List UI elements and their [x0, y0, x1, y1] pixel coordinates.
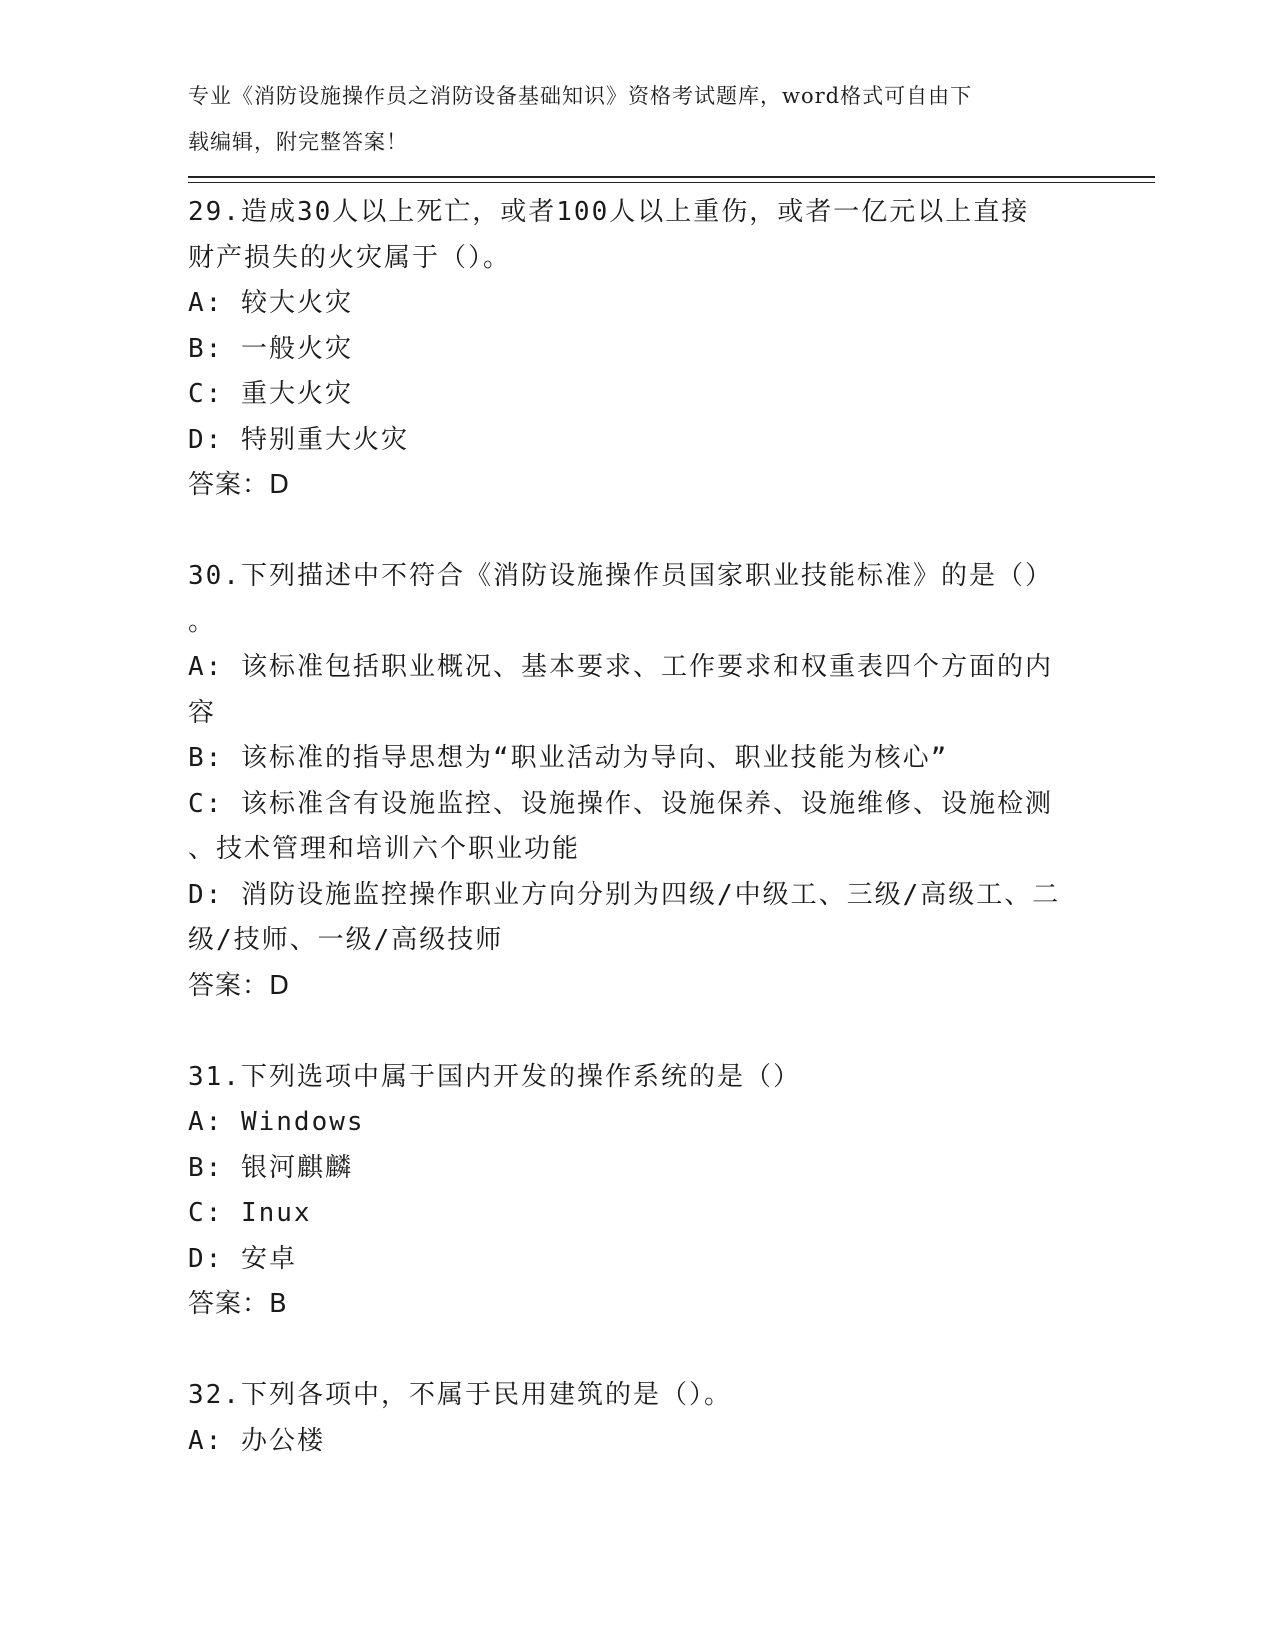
header-line: 载编辑，附完整答案！: [188, 129, 408, 154]
option-a: A: Windows: [188, 1107, 365, 1137]
header-divider-thin: [188, 182, 1155, 183]
option-d: D: 安卓: [188, 1243, 297, 1274]
answer: 答案：B: [188, 1289, 288, 1319]
question-stem: 财产损失的火灾属于（）。: [188, 242, 512, 273]
question-stem: 31.下列选项中属于国内开发的操作系统的是（）: [188, 1061, 801, 1092]
option-d-cont: 级/技师、一级/高级技师: [188, 925, 504, 955]
document-header: [188, 74, 1068, 165]
option-d: D: 特别重大火灾: [188, 424, 409, 455]
spacer: [188, 1328, 1088, 1374]
answer: 答案：D: [188, 970, 291, 1001]
question-stem: 32.下列各项中，不属于民用建筑的是（）。: [188, 1380, 732, 1410]
question-stem: 。: [188, 606, 217, 637]
spacer: [188, 509, 1088, 555]
question-31: [188, 1055, 1088, 1328]
question-30: [188, 554, 1088, 1009]
question-stem: 30.下列描述中不符合《消防设施操作员国家职业技能标准》的是（）: [188, 561, 1053, 591]
question-list: [188, 190, 1088, 1464]
option-c-cont: 、技术管理和培训六个职业功能: [188, 834, 581, 864]
option-c: C: 重大火灾: [188, 379, 353, 409]
option-d: D: 消防设施监控操作职业方向分别为四级/中级工、三级/高级工、二: [188, 879, 1061, 910]
option-a: A: 较大火灾: [188, 288, 353, 318]
header-line: 专业《消防设施操作员之消防设备基础知识》资格考试题库，word格式可自由下: [188, 84, 973, 108]
option-a: A: 该标准包括职业概况、基本要求、工作要求和权重表四个方面的内: [188, 652, 1053, 682]
option-a-cont: 容: [188, 697, 217, 728]
option-c: C: 该标准含有设施监控、设施操作、设施保养、设施维修、设施检测: [188, 788, 1053, 819]
question-29: [188, 190, 1088, 509]
spacer: [188, 1009, 1088, 1055]
question-32: [188, 1373, 1088, 1464]
option-a: A: 办公楼: [188, 1425, 325, 1456]
option-b: B: 该标准的指导思想为“职业活动为导向、职业技能为核心”: [188, 743, 949, 773]
header-divider: [188, 176, 1155, 178]
answer: 答案：D: [188, 470, 291, 500]
option-b: B: 一般火灾: [188, 333, 353, 364]
option-c: C: Inux: [188, 1198, 312, 1228]
option-b: B: 银河麒麟: [188, 1152, 353, 1183]
question-stem: 29.造成30人以上死亡，或者100人以上重伤，或者一亿元以上直接: [188, 197, 1030, 227]
